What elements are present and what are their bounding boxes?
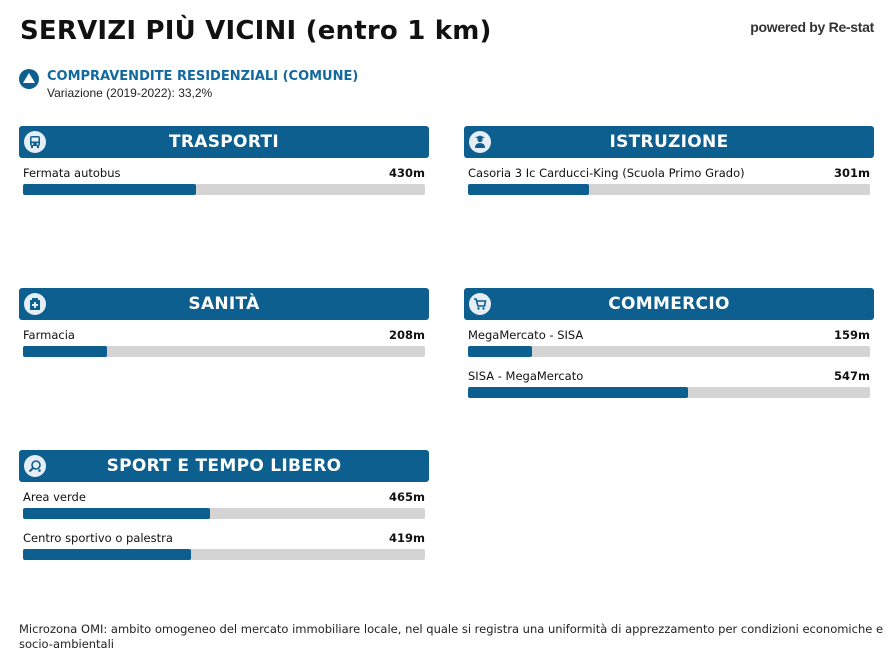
section-header bbox=[464, 126, 874, 158]
section-title: TRASPORTI bbox=[169, 132, 279, 152]
item-name: Centro sportivo o palestra bbox=[23, 531, 173, 545]
item-distance: 208m bbox=[389, 328, 425, 342]
item-distance: 430m bbox=[389, 166, 425, 180]
item-distance: 547m bbox=[834, 369, 870, 383]
distance-bar-fill bbox=[468, 387, 688, 398]
distance-bar-fill bbox=[23, 549, 191, 560]
list-item bbox=[23, 490, 425, 523]
page-title: SERVIZI PIÙ VICINI (entro 1 km) bbox=[20, 16, 492, 46]
item-distance: 159m bbox=[834, 328, 870, 342]
item-name: SISA - MegaMercato bbox=[468, 369, 584, 383]
list-item bbox=[468, 328, 870, 361]
hospital-icon bbox=[24, 293, 46, 315]
cart-icon bbox=[469, 293, 491, 315]
list-item bbox=[468, 369, 870, 402]
section-commercio bbox=[464, 288, 874, 402]
item-name: MegaMercato - SISA bbox=[468, 328, 584, 342]
distance-bar bbox=[468, 387, 870, 398]
section-sport bbox=[19, 450, 429, 564]
item-name: Casoria 3 Ic Carducci-King (Scuola Primo Grado) bbox=[468, 166, 745, 180]
item-name: Area verde bbox=[23, 490, 86, 504]
list-item bbox=[23, 531, 425, 564]
section-title: ISTRUZIONE bbox=[609, 132, 729, 152]
distance-bar bbox=[468, 184, 870, 195]
item-name: Farmacia bbox=[23, 328, 75, 342]
distance-bar-fill bbox=[468, 184, 589, 195]
sport-icon bbox=[24, 455, 46, 477]
distance-bar bbox=[23, 346, 425, 357]
distance-bar bbox=[23, 184, 425, 195]
item-distance: 465m bbox=[389, 490, 425, 504]
trend-title: COMPRAVENDITE RESIDENZIALI (COMUNE) bbox=[47, 69, 359, 84]
distance-bar bbox=[23, 508, 425, 519]
section-trasporti bbox=[19, 126, 429, 199]
section-header bbox=[19, 450, 429, 482]
section-header bbox=[19, 126, 429, 158]
list-item bbox=[23, 328, 425, 361]
powered-by: powered by Re-stat bbox=[750, 19, 874, 35]
section-sanita bbox=[19, 288, 429, 361]
distance-bar-fill bbox=[468, 346, 532, 357]
trend-subtitle: Variazione (2019-2022): 33,2% bbox=[47, 86, 213, 100]
school-icon bbox=[469, 131, 491, 153]
list-item bbox=[23, 166, 425, 199]
triangle-up-icon bbox=[19, 69, 39, 89]
section-title: SPORT E TEMPO LIBERO bbox=[106, 456, 342, 476]
section-title: SANITÀ bbox=[188, 294, 260, 314]
distance-bar-fill bbox=[23, 508, 210, 519]
section-header bbox=[19, 288, 429, 320]
distance-bar bbox=[23, 549, 425, 560]
section-title: COMMERCIO bbox=[608, 294, 730, 314]
bus-icon bbox=[24, 131, 46, 153]
item-distance: 301m bbox=[834, 166, 870, 180]
list-item bbox=[468, 166, 870, 199]
item-name: Fermata autobus bbox=[23, 166, 121, 180]
distance-bar-fill bbox=[23, 184, 196, 195]
section-istruzione bbox=[464, 126, 874, 199]
footnote: Microzona OMI: ambito omogeneo del mercato immobiliare locale, nel quale si registra una uniformità di apprezzamento per condizioni economiche e socio-ambientali bbox=[19, 622, 884, 651]
distance-bar-fill bbox=[23, 346, 107, 357]
section-header bbox=[464, 288, 874, 320]
item-distance: 419m bbox=[389, 531, 425, 545]
distance-bar bbox=[468, 346, 870, 357]
